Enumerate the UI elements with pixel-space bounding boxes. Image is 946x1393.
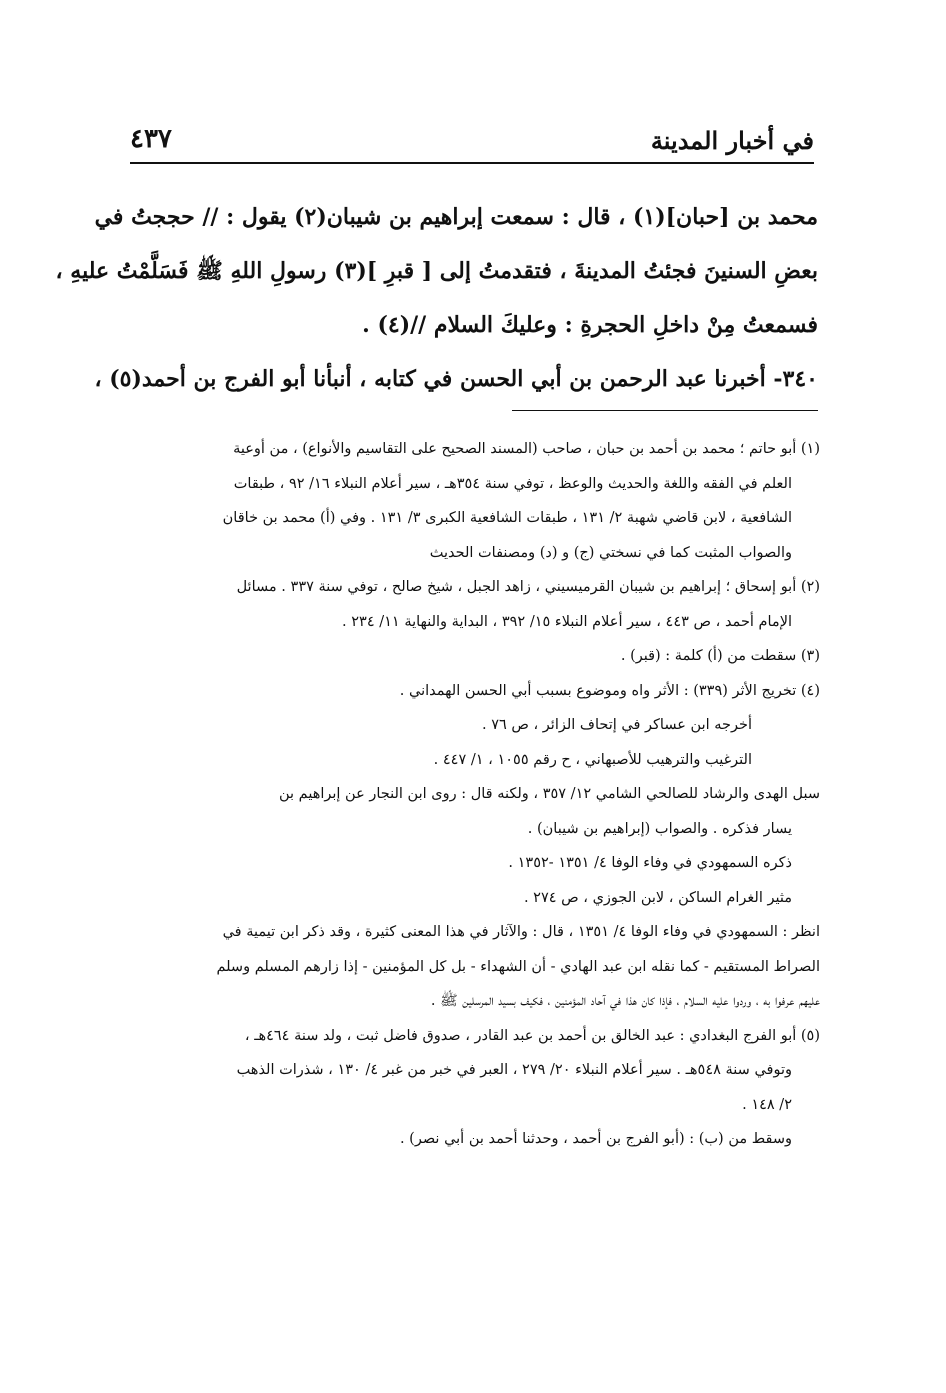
footnote-4-line: أخرجه ابن عساكر في إتحاف الزائر ، ص ٧٦ . [481, 717, 752, 733]
footnote-2-line: الإمام أحمد ، ص ٤٤٣ ، سير أعلام النبلاء ١٥/ ٣٩٢ ، البداية والنهاية ١١/ ٢٣٤ . [342, 613, 792, 630]
footnote-4-line: عليهم عرفوا به ، وردوا عليه السلام ، فإذا كان هذا في آحاد المؤمنين ، فكيف بسيد المرسلين ﷺ . [430, 993, 820, 1009]
footnote-separator [512, 410, 818, 411]
footnote-1-line: الشافعية ، لابن قاضي شهبة ٢/ ١٣١ ، طبقات الشافعية الكبرى ٣/ ١٣١ . وفي (أ) محمد بن خاقان [222, 510, 792, 526]
footnote-4-line: مثير الغرام الساكن ، لابن الجوزي ، ص ٢٧٤ . [523, 889, 792, 906]
footnote-1-line: العلم في الفقه واللغة والحديث والوعظ ، توفي سنة ٣٥٤هـ ، سير أعلام النبلاء ١٦/ ٩٢ ، طبقات [233, 475, 792, 492]
footnote-5-line: (٥) أبو الفرج البغدادي : عبد الخالق بن أحمد بن عبد القادر ، صدوق فاضل ثبت ، ولد سنة ٤٦٤هـ ، [244, 1027, 820, 1044]
footnotes [130, 432, 820, 1157]
main-text [55, 190, 818, 406]
footnote-4-line: (٤) تخريج الأثر (٣٣٩) : الأثر واه وموضوع بسبب أبي الحسن الهمداني . [399, 682, 820, 699]
page-number: ٤٣٧ [130, 124, 172, 154]
running-title: في أخبار المدينة [650, 126, 814, 155]
footnote-4-line: انظر : السمهودي في وفاء الوفا ٤/ ١٣٥١ ، قال : والآثار في هذا المعنى كثيرة ، وقد ذكر ابن تيمية في [222, 924, 820, 940]
footnote-2-line: (٢) أبو إسحاق ؛ إبراهيم بن شيبان القرميسيني ، زاهد الجبل ، شيخ صالح ، توفي سنة ٣٣٧ . مسائل [236, 579, 820, 595]
footnote-4-line: الصراط المستقيم - كما نقله ابن عبد الهادي - أن الشهداء - بل كل المؤمنين - إذا زارهم المسلم وسلم [216, 958, 820, 975]
footnote-4-line: الترغيب والترهيب للأصبهاني ، ح رقم ١٠٥٥ ، ١/ ٤٤٧ . [433, 751, 752, 768]
footnote-4-line: ذكره السمهودي في وفاء الوفا ٤/ ١٣٥١ -١٣٥٢ . [508, 855, 792, 871]
page-header [130, 120, 814, 164]
main-text-line: فسمعتُ مِنْ داخلِ الحجرةِ : وعليكَ السلام //(٤) . [362, 312, 818, 338]
footnote-3-line: (٣) سقطت من (أ) كلمة : (قبر) . [620, 648, 820, 664]
footnote-4-line: يسار فذكره . والصواب (إبراهيم بن شيبان) . [527, 820, 792, 837]
main-text-line: ٣٤٠- أخبرنا عبد الرحمن بن أبي الحسن في كتابه ، أنبأنا أبو الفرج بن أحمد(٥) ، [94, 366, 818, 392]
footnote-1-line: (١) أبو حاتم ؛ محمد بن أحمد بن حبان ، صاحب (المسند الصحيح على التقاسيم والأنواع) ، من أوعية [233, 441, 820, 457]
main-text-line: بعضِ السنينَ فجئتُ المدينةَ ، فتقدمتُ إلى [ قبرِ ](٣) رسولِ اللهِ ﷺ فَسَلَّمْتُ عليهِ ، [55, 258, 818, 284]
main-text-line: محمد بن [حبان](١) ، قال : سمعت إبراهيم بن شيبان(٢) يقول : // حججتُ في [94, 204, 818, 230]
footnote-4-line: سبل الهدى والرشاد للصالحي الشامي ١٢/ ٣٥٧ ، ولكنه قال : روى ابن النجار عن إبراهيم بن [278, 786, 820, 802]
footnote-5-line: ٢/ ١٤٨ . [742, 1096, 792, 1113]
footnote-5-line: وتوفي سنة ٥٤٨هـ . سير أعلام النبلاء ٢٠/ ٢٧٩ ، العبر في خبر من غبر ٤/ ١٣٠ ، شذرات الذهب [236, 1062, 792, 1078]
footnote-1-line: والصواب المثبت كما في نسختي (ج) و (د) ومصنفات الحديث [429, 544, 792, 561]
header-rule [130, 162, 814, 164]
footnote-5-line: وسقط من (ب) : (أبو الفرج بن أحمد ، وحدثنا أحمد بن أبي نصر) . [399, 1131, 792, 1147]
